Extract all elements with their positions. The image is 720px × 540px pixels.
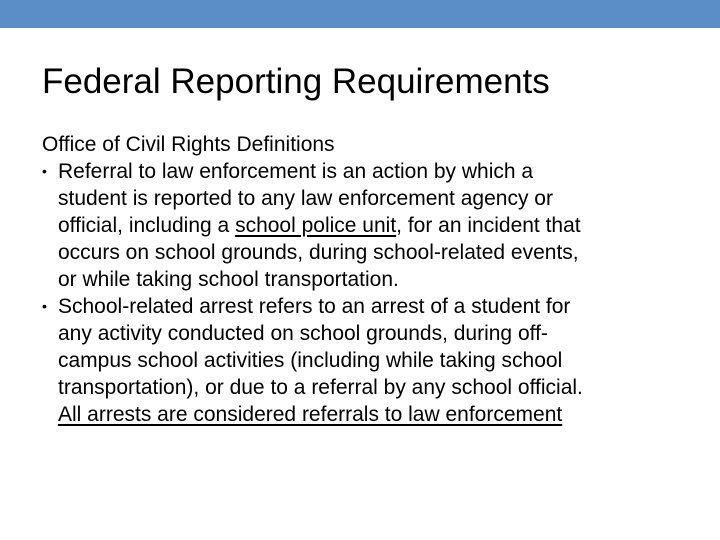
text-line: campus school activities (including while taking school bbox=[58, 349, 563, 372]
slide-body bbox=[42, 131, 682, 428]
bullet-marker: • bbox=[42, 298, 47, 314]
text-fragment: , for an incident that bbox=[396, 214, 581, 237]
text-line bbox=[58, 212, 682, 239]
text-fragment: official, including a bbox=[58, 214, 236, 237]
text-line: Referral to law enforcement is an action by which a bbox=[58, 160, 534, 183]
text-line: student is reported to any law enforcement agency or bbox=[58, 187, 553, 210]
text-line: or while taking school transportation. bbox=[58, 268, 399, 291]
bullet-marker: • bbox=[42, 163, 47, 179]
section-subheading: Office of Civil Rights Definitions bbox=[42, 133, 335, 156]
underlined-term: school police unit bbox=[235, 214, 397, 237]
slide-title: Federal Reporting Requirements bbox=[42, 62, 550, 101]
text-line: any activity conducted on school grounds, during off- bbox=[58, 322, 548, 345]
definition-referral bbox=[42, 158, 682, 293]
definition-list bbox=[42, 158, 682, 428]
text-line: School-related arrest refers to an arrest of a student for bbox=[58, 295, 571, 318]
underlined-statement: All arrests are considered referrals to law enforcement bbox=[58, 403, 563, 426]
definition-arrest bbox=[42, 293, 682, 428]
text-line: occurs on school grounds, during school-related events, bbox=[58, 241, 579, 264]
text-line: transportation), or due to a referral by any school official. bbox=[58, 376, 583, 399]
header-accent-bar bbox=[0, 0, 720, 28]
